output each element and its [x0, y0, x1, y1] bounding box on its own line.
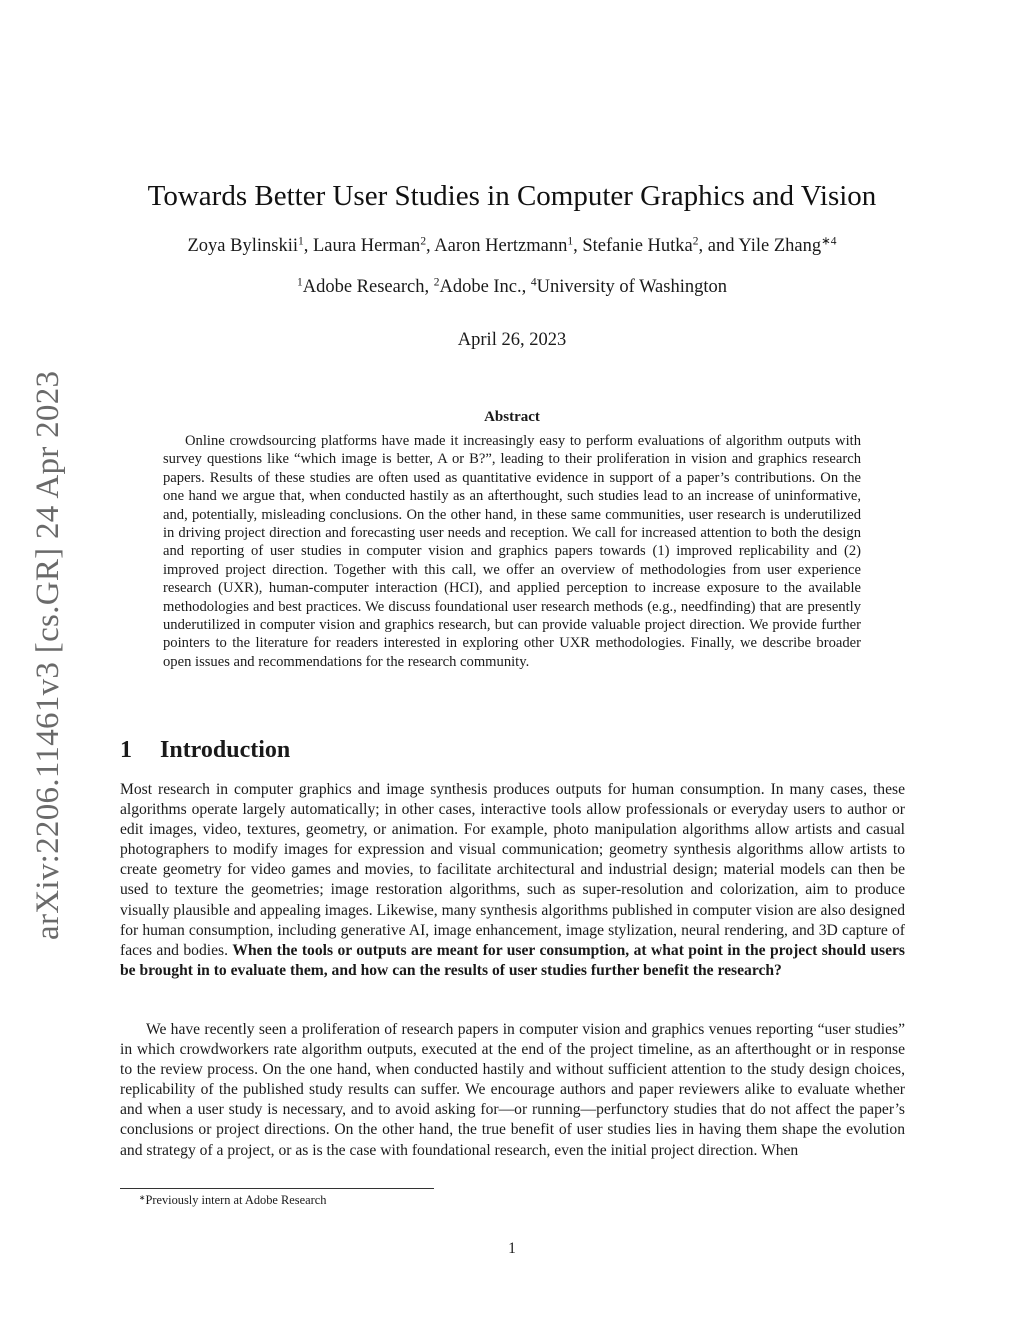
author-affiliation-mark: 1 — [297, 235, 304, 248]
footnote-text: Previously intern at Adobe Research — [145, 1193, 327, 1207]
footnote — [139, 1193, 326, 1208]
author-affiliation-mark: 2 — [420, 235, 427, 248]
author-list: Zoya Bylinskii$^1$, Laura Herman$^2$, Aaron Hertzmann$^1$, Stefanie Hutka$^2$, and Yile Zhang$^{∗4}$ — [187, 235, 837, 256]
affiliation-mark: 1 — [296, 276, 303, 289]
affiliation-mark: 2 — [433, 276, 440, 289]
author-conjunction: and — [707, 236, 735, 256]
intro-paragraph-1-text: Most research in computer graphics and image synthesis produces outputs for human consumption. In many cases, these algorithms operate largely automatically; in other cases, interactive tools allow professionals or everyday users to author or edit images, video, textures, geometry, or animation. For example, photo manipulation algorithms allow artists and casual photographers to modify images for expression and visual communication; geometry synthesis algorithms allow artists to create geometry for video games and movies, to facilitate architectural and industrial design; material models can then be used to texture the geometries; image restoration algorithms, such as super-resolution and colorization, aim to produce visually plausible and appealing images. Likewise, many synthesis algorithms published in computer vision are also designed for human consumption, including generative AI, image enhancement, image stylization, neural rendering, and 3D capture of faces and bodies. — [120, 781, 905, 959]
author-affiliation-mark: 2 — [692, 235, 699, 248]
paper-title: Towards Better User Studies in Computer Graphics and Vision — [147, 180, 877, 212]
author-affiliation-mark: 1 — [567, 235, 574, 248]
author-name: Laura Herman — [312, 236, 421, 256]
author-affiliation-mark: ∗4 — [821, 235, 837, 248]
abstract-heading: Abstract — [484, 409, 540, 425]
footnote-rule — [120, 1188, 434, 1189]
footnote-mark: ∗ — [139, 1192, 146, 1202]
page-number: 1 — [508, 1240, 516, 1257]
arxiv-identifier: arXiv:2206.11461v3 [cs.GR] 24 Apr 2023 — [30, 370, 66, 940]
section-title: Introduction — [160, 737, 291, 763]
affiliation-mark: 4 — [530, 276, 537, 289]
author-name: Aaron Hertzmann — [434, 236, 568, 256]
affiliation-name: University of Washington — [536, 277, 727, 297]
author-name: Yile Zhang — [738, 236, 822, 256]
intro-paragraph-1 — [120, 780, 905, 981]
author-name: Stefanie Hutka — [582, 236, 693, 256]
abstract-text: Online crowdsourcing platforms have made it increasingly easy to perform evaluations of algorithm outputs with survey questions like “which image is better, A or B?”, leading to their proliferation in vision and graphics research papers. Results of these studies are often used as quantitative evidence in support of a paper’s contributions. On the one hand we argue that, when conducted hastily as an afterthought, such studies lead to an increase of uninformative, and, potentially, misleading conclusions. On the other hand, in these same communities, user research is underutilized in driving project direction and forecasting user needs and reception. We call for increased attention to both the design and reporting of user studies in computer vision and graphics papers towards (1) improved replicability and (2) improved project direction. Together with this call, we offer an overview of methodologies from user experience research (UXR), human-computer interaction (HCI), and applied perception to increase exposure to the available methodologies and best practices. We discuss foundational user research methods (e.g., needfinding) that are presently underutilized in computer vision and graphics research, but can provide valuable project direction. We provide further pointers to the literature for readers interested in exploring other UXR methodologies. Finally, we describe broader open issues and recommendations for the research community. — [163, 433, 861, 670]
intro-key-question: When the tools or outputs are meant for user consumption, at what point in the project should users be brought in to evaluate them, and how can the results of user studies further benefit the research? — [120, 941, 906, 979]
affiliation-name: Adobe Research — [302, 277, 425, 297]
publication-date: April 26, 2023 — [457, 330, 567, 350]
affiliation-list: $^1$Adobe Research, $^2$Adobe Inc., $^4$University of Washington — [296, 276, 727, 297]
section-number: 1 — [120, 737, 132, 763]
author-name: Zoya Bylinskii — [187, 236, 298, 256]
section-heading — [120, 737, 290, 764]
affiliation-name: Adobe Inc. — [439, 277, 522, 297]
intro-paragraph-2: We have recently seen a proliferation of research papers in computer vision and graphics venues reporting “user studies” in which crowdworkers rate algorithm outputs, executed at the end of the project timeline, as an afterthought or in response to the review process. On the one hand, when conducted hastily and without sufficient attention to the study design choices, replicability of the published study results can suffer. We encourage authors and paper reviewers alike to evaluate whether and when a user study is necessary, and to avoid asking for—or running—perfunctory studies that do not affect the paper’s conclusions or project directions. On the other hand, the true benefit of user studies lies in having them shape the evolution and strategy of a project, or as is the case with foundational research, even the initial project direction. When — [120, 1021, 905, 1159]
